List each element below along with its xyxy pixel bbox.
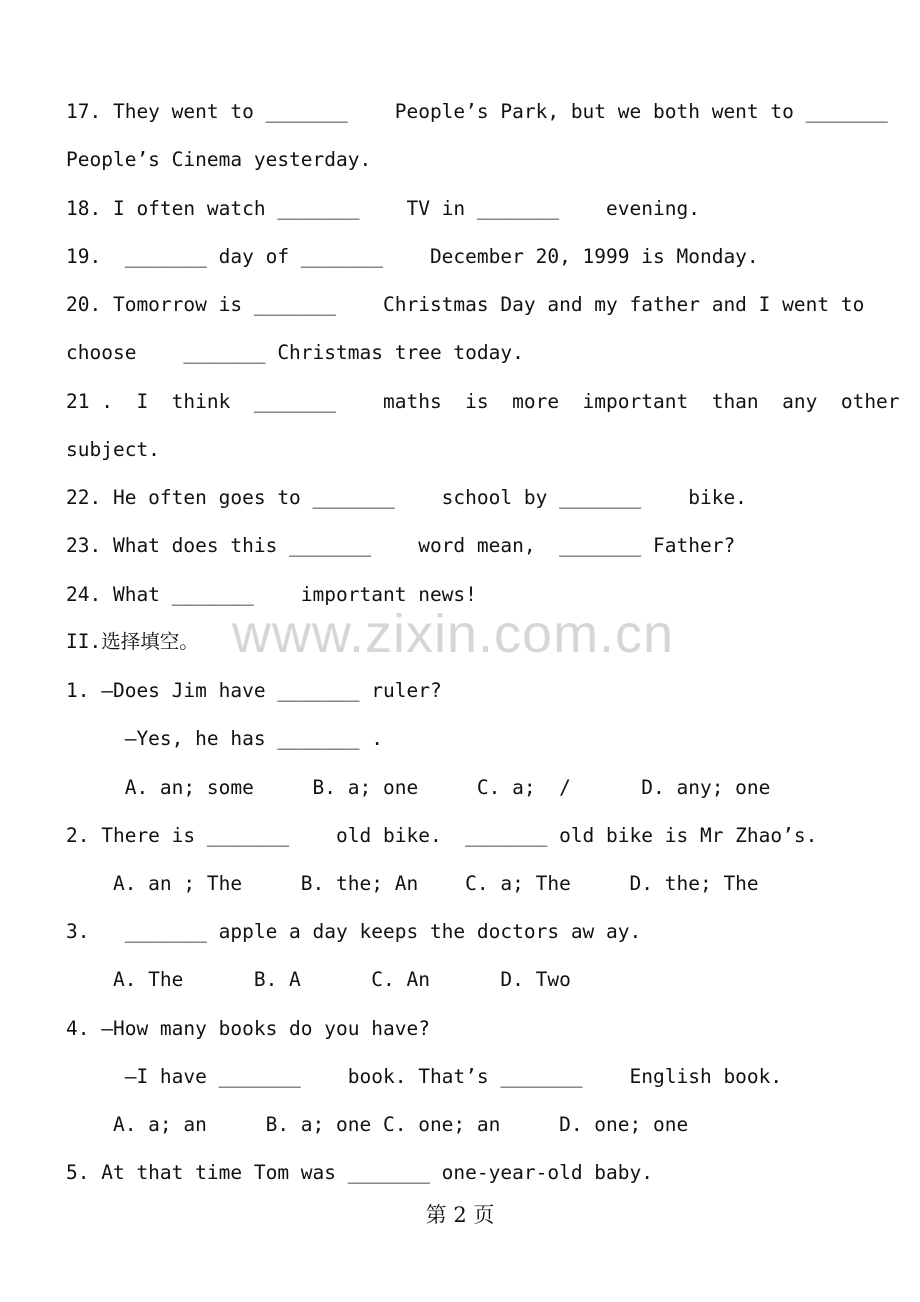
question-19: 19. _______ day of _______ December 20, 1999 is Monday. xyxy=(66,245,759,268)
section-heading: II.选择填空。 xyxy=(66,630,199,653)
watermark: www.zixin.com.cn xyxy=(232,604,675,664)
mc-question-1-reply: —Yes, he has _______ . xyxy=(66,727,383,750)
mc-question-5: 5. At that time Tom was _______ one-year-old baby. xyxy=(66,1161,653,1184)
mc-question-3-options: A. The B. A C. An D. Two xyxy=(66,968,571,991)
question-17-line-1: 17. They went to _______ People’s Park, but we both went to _______ xyxy=(66,100,888,123)
question-20-line-1: 20. Tomorrow is _______ Christmas Day and my father and I went to xyxy=(66,293,865,316)
question-20-line-2: choose _______ Christmas tree today. xyxy=(66,341,524,364)
mc-question-3: 3. _______ apple a day keeps the doctors aw ay. xyxy=(66,920,642,943)
page-number: 第 2 页 xyxy=(425,1203,495,1227)
mc-question-4-options: A. a; an B. a; one C. one; an D. one; one xyxy=(66,1113,689,1136)
mc-question-2-options: A. an ; The B. the; An C. a; The D. the; The xyxy=(66,872,759,895)
question-18: 18. I often watch _______ TV in _______ evening. xyxy=(66,197,700,220)
question-21-line-2: subject. xyxy=(66,438,160,461)
question-24: 24. What _______ important news! xyxy=(66,583,477,606)
mc-question-1-options: A. an; some B. a; one C. a; / D. any; one xyxy=(66,776,771,799)
question-23: 23. What does this _______ word mean, _______ Father? xyxy=(66,534,736,557)
mc-question-4: 4. —How many books do you have? xyxy=(66,1017,430,1040)
mc-question-1: 1. —Does Jim have _______ ruler? xyxy=(66,679,442,702)
question-17-line-2: People’s Cinema yesterday. xyxy=(66,148,372,171)
question-22: 22. He often goes to _______ school by _______ bike. xyxy=(66,486,747,509)
mc-question-2: 2. There is _______ old bike. _______ old bike is Mr Zhao’s. xyxy=(66,824,818,847)
mc-question-4-reply: —I have _______ book. That’s _______ English book. xyxy=(66,1065,783,1088)
question-21-line-1: 21 . I think _______ maths is more important than any other xyxy=(66,390,900,413)
